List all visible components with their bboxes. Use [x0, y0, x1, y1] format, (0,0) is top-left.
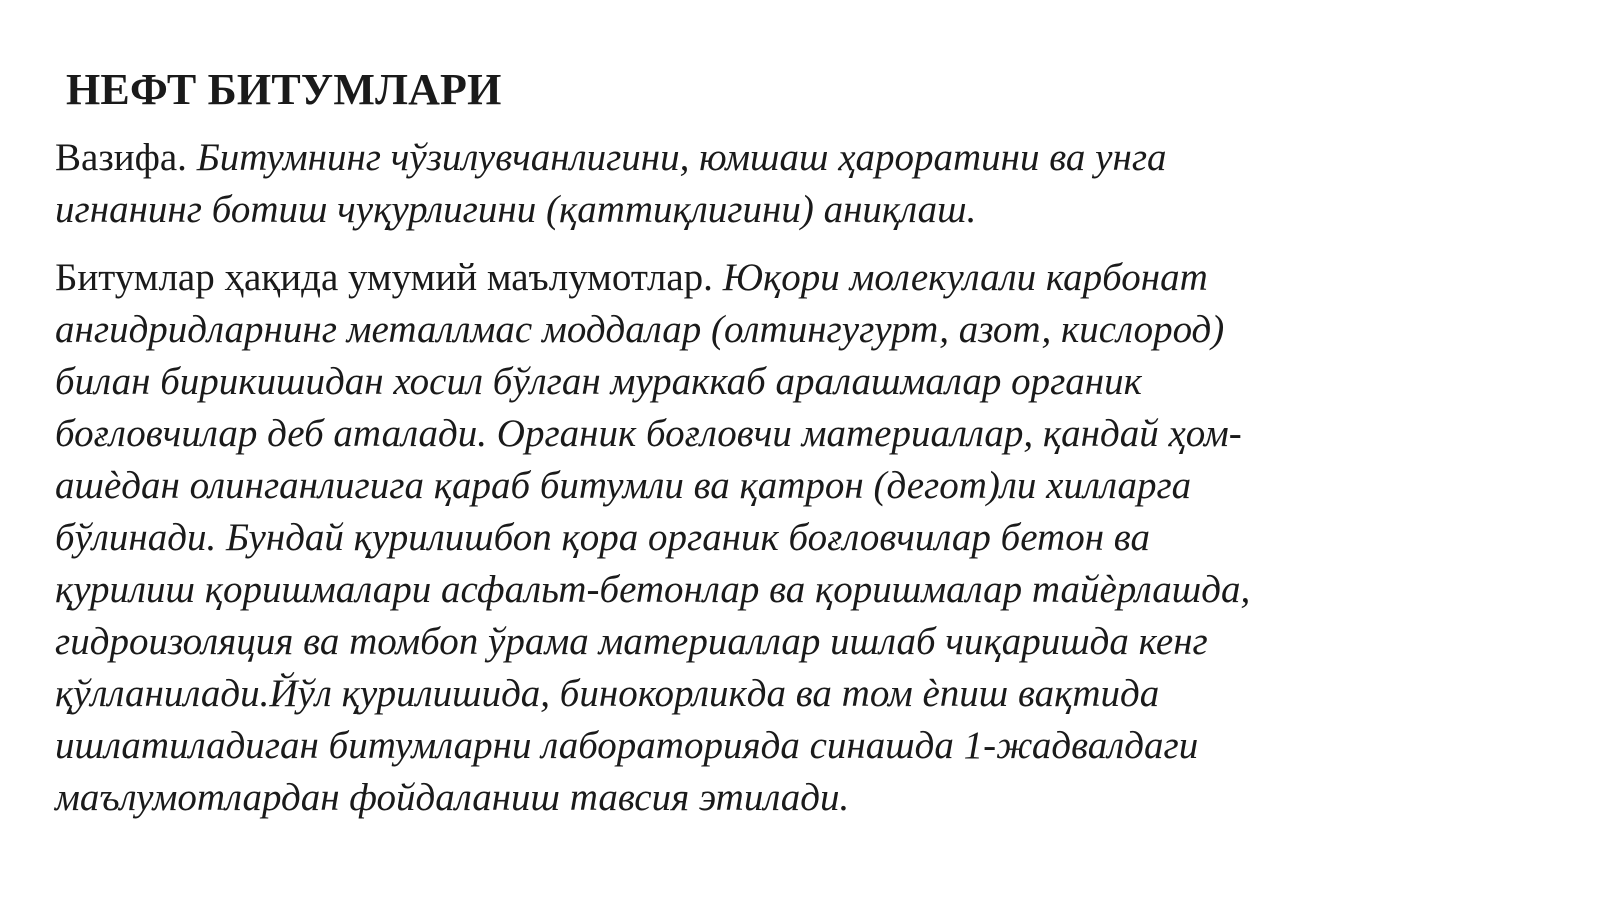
info-text-line: гидроизоляция ва томбоп ўрама материаллар ишлаб чиқаришда кенг	[55, 620, 1208, 663]
task-paragraph	[55, 132, 1167, 236]
info-text-line: Юқори молекулали карбонат	[722, 256, 1208, 299]
page-title: НЕФТ БИТУМЛАРИ	[66, 65, 502, 114]
info-text-line: ашѐдан олинганлигига қараб битумли ва қатрон (дегот)ли хилларга	[55, 464, 1192, 507]
info-text-line: ангидридларнинг металлмас моддалар (олтингугурт, азот, кислород)	[55, 308, 1225, 351]
info-text-line: қўлланилади.Йўл қурилишида, бинокорликда ва том ѐпиш вақтида	[55, 672, 1160, 715]
text-line	[55, 252, 1250, 304]
info-text-line: ишлатиладиган битумларни лабораторияда синашда 1-жадвалдаги	[55, 724, 1199, 767]
info-text-line: бўлинади. Бундай қурилишбоп қора органик боғловчилар бетон ва	[55, 516, 1150, 559]
info-lead: Битумлар ҳақида умумий маълумотлар.	[55, 256, 713, 299]
info-text-line: қурилиш қоришмалари асфальт-бетонлар ва қоришмалар тайѐрлашда,	[55, 568, 1251, 611]
info-text-line: маълумотлардан фойдаланиш тавсия этилади.	[55, 776, 850, 819]
info-paragraph	[55, 252, 1250, 824]
info-text-line: билан бирикишидан хосил бўлган мураккаб аралашмалар органик	[55, 360, 1142, 403]
task-text-line: Битумнинг чўзилувчанлигини, юмшаш ҳароратини ва унга	[196, 136, 1167, 179]
task-lead: Вазифа.	[55, 136, 187, 179]
text-line	[55, 132, 1167, 184]
task-text-line: игнанинг ботиш чуқурлигини (қаттиқлигини) аниқлаш.	[55, 188, 977, 231]
info-text-line: боғловчилар деб аталади. Органик боғловчи материаллар, қандай ҳом-	[55, 412, 1242, 455]
